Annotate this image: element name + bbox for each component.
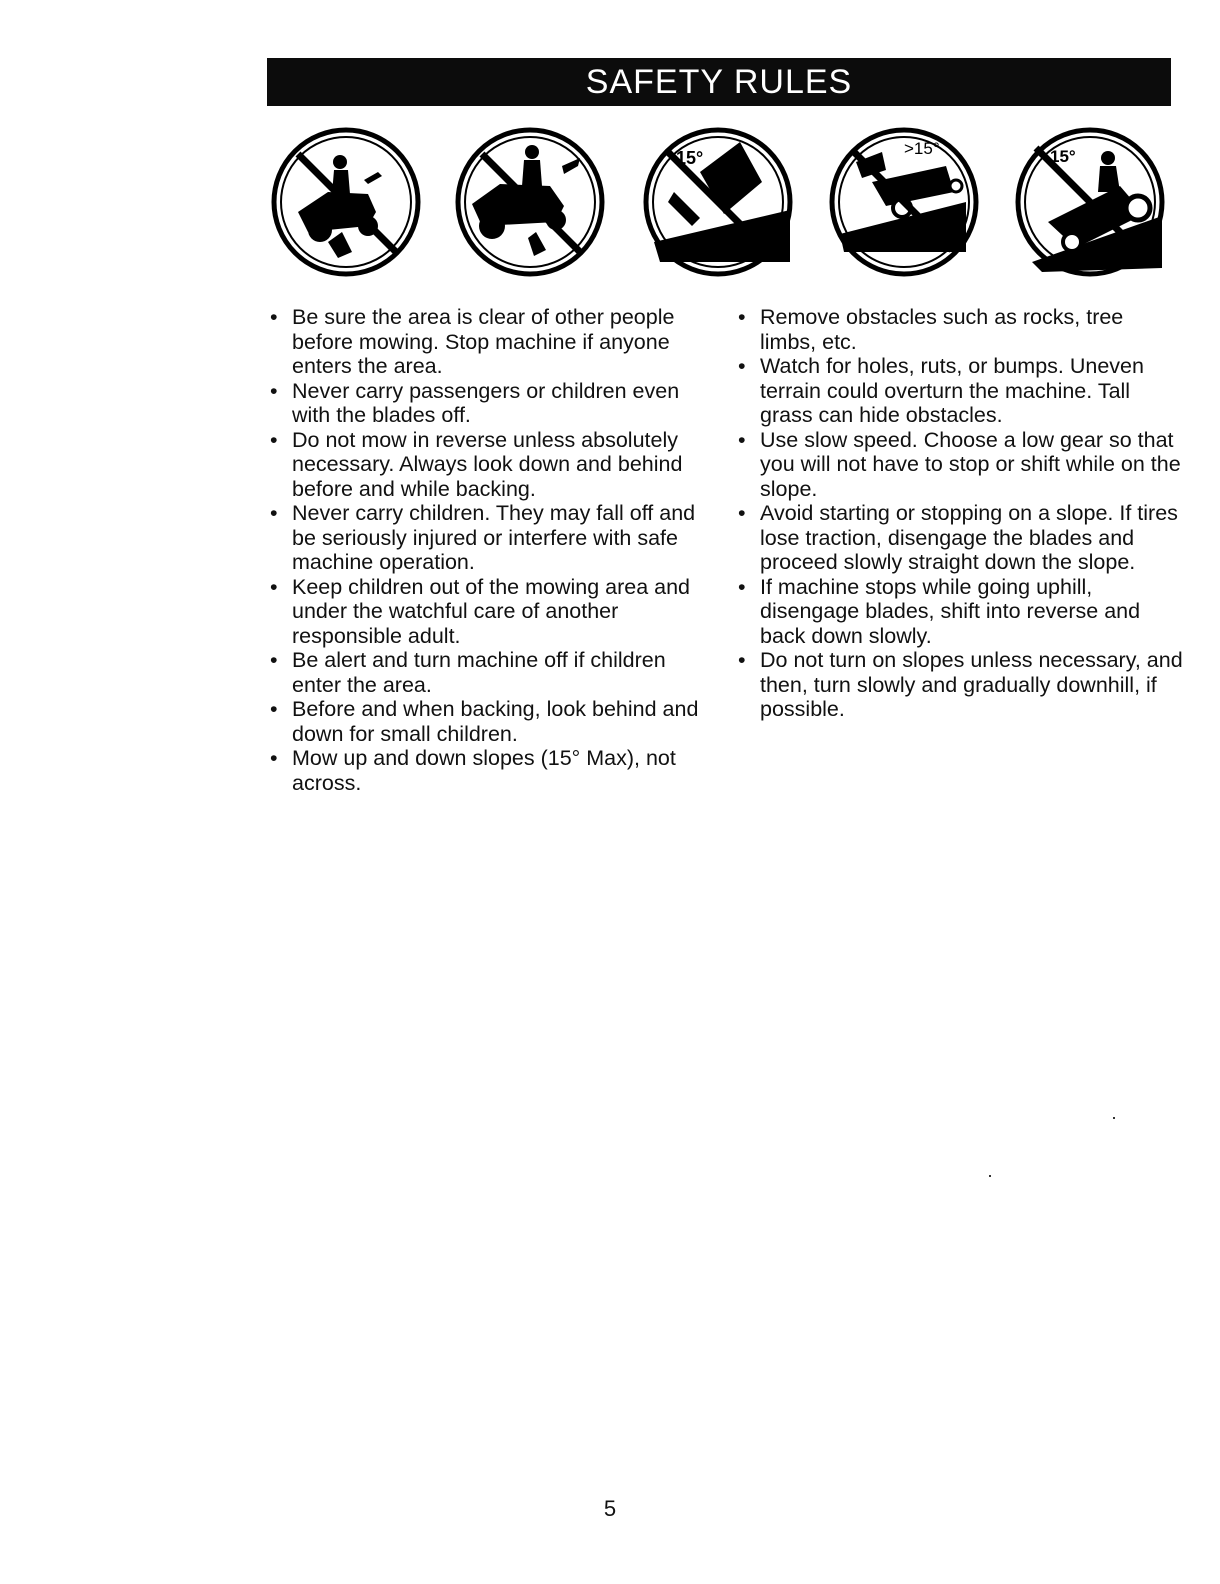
list-item: • Watch for holes, ruts, or bumps. Uneven terrain could overturn the machine. Tall grass can hide obstacles.	[734, 354, 1184, 428]
safety-rules-left	[266, 305, 716, 795]
list-item: • Do not turn on slopes unless necessary, and then, turn slowly and gradually downhill, if possible.	[734, 648, 1184, 722]
list-item: • Do not mow in reverse unless absolutely necessary. Always look down and behind before and while backing.	[266, 428, 716, 502]
page-title: SAFETY RULES	[267, 58, 1171, 106]
svg-text:15°: 15°	[1050, 147, 1076, 166]
list-item: • Be sure the area is clear of other people before mowing. Stop machine if anyone enters the area.	[266, 305, 716, 379]
svg-text:15°: 15°	[676, 148, 704, 168]
list-item: • Mow up and down slopes (15° Max), not across.	[266, 746, 716, 795]
list-item: • Before and when backing, look behind and down for small children.	[266, 697, 716, 746]
list-item: • Avoid starting or stopping on a slope. If tires lose traction, disengage the blades and proceed slowly straight down the slope.	[734, 501, 1184, 575]
list-item: • Use slow speed. Choose a low gear so that you will not have to stop or shift while on the slope.	[734, 428, 1184, 502]
scan-speck	[1113, 1117, 1115, 1119]
list-item: • Remove obstacles such as rocks, tree limbs, etc.	[734, 305, 1184, 354]
list-item: • Be alert and turn machine off if children enter the area.	[266, 648, 716, 697]
list-item: • Keep children out of the mowing area and under the watchful care of another responsible adult.	[266, 575, 716, 649]
no-children-icon	[268, 122, 424, 282]
slope-across-icon	[1012, 122, 1168, 282]
page-number: 5	[603, 1496, 617, 1521]
list-item: • If machine stops while going uphill, disengage blades, shift into reverse and back down slowly.	[734, 575, 1184, 649]
list-item: • Never carry children. They may fall off and be seriously injured or interfere with safe machine operation.	[266, 501, 716, 575]
list-item: • Never carry passengers or children even with the blades off.	[266, 379, 716, 428]
slope-tip-icon	[826, 122, 982, 282]
scan-speck	[989, 1175, 991, 1177]
slope-overturn-icon	[640, 122, 796, 282]
svg-text:>15°: >15°	[904, 139, 940, 158]
safety-rules-right	[734, 305, 1184, 722]
no-passengers-icon	[452, 122, 608, 282]
